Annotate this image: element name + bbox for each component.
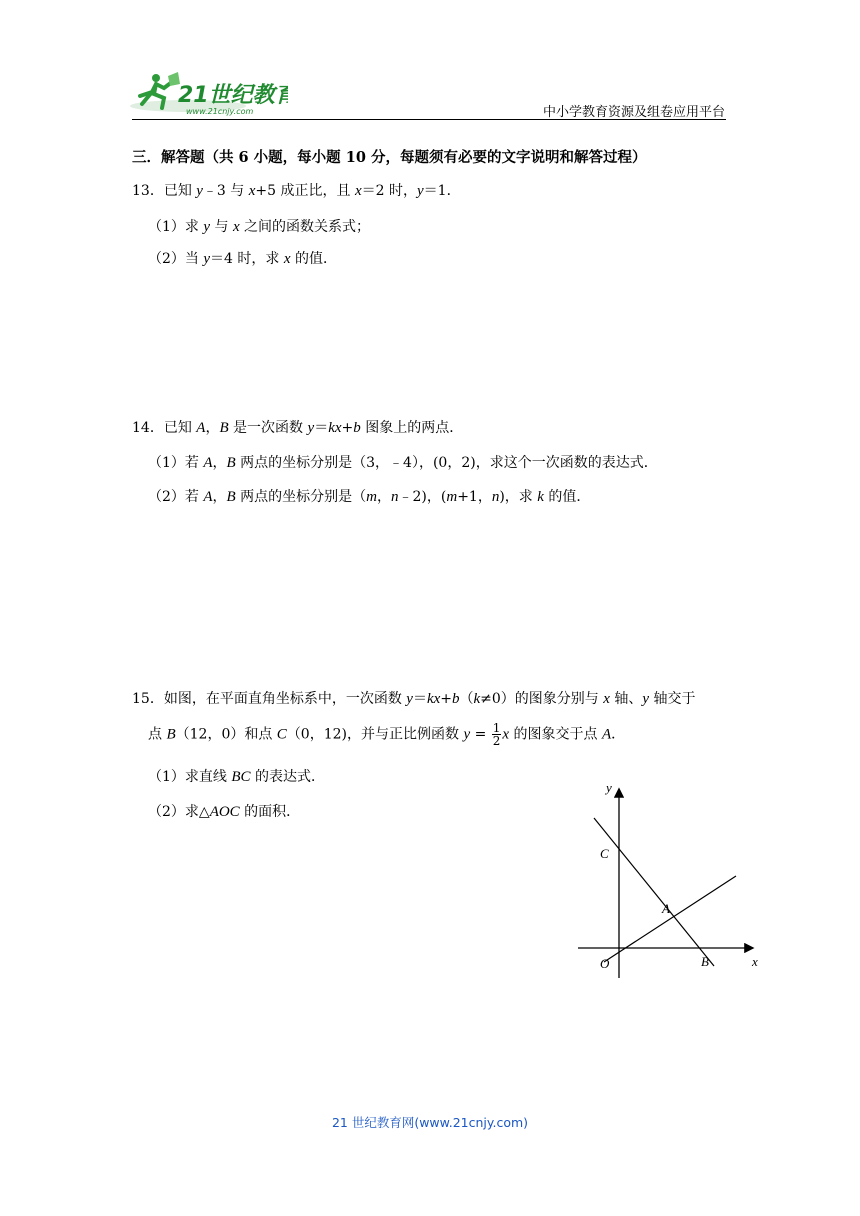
func-y: y xyxy=(463,726,471,743)
q14-part-1: （1）若 A，B 两点的坐标分别是（3，﹣4），(0，2)，求这个一次函数的表达式． xyxy=(148,455,658,471)
header-tagline: 中小学教育资源及组卷应用平台 xyxy=(542,105,725,120)
q13-stem: 13．已知 y﹣3 与 x+5 成正比，且 x＝2 时，y＝1． xyxy=(132,183,461,199)
runner-head-icon xyxy=(152,74,160,82)
fraction-one-half: $\frac{1}{2}$ xyxy=(492,721,501,748)
point-c-label: C xyxy=(600,846,609,861)
q13-part-1: （1）求 y 与 x 之间的函数关系式； xyxy=(148,219,371,235)
line-bc xyxy=(594,818,714,966)
header-divider xyxy=(132,119,726,120)
y-axis-label: y xyxy=(606,780,612,795)
q14-part-2: （2）若 A，B 两点的坐标分别是（m，n﹣2)，(m+1，n)，求 k 的值． xyxy=(148,489,591,505)
q15-part-1: （1）求直线 BC 的表达式． xyxy=(148,769,325,785)
line-oa xyxy=(604,876,736,962)
logo-graphic xyxy=(128,70,288,118)
point-o-label: O xyxy=(600,956,610,971)
coordinate-graph xyxy=(576,780,766,980)
q15-part-2: （2）求△AOC 的面积． xyxy=(148,804,301,820)
point-b-label: B xyxy=(701,954,709,969)
x-axis-label: x xyxy=(752,954,758,969)
point-a-label: A xyxy=(662,901,670,916)
q15-stem-line-2: 点 B（12，0）和点 C（0，12)，并与正比例函数 y = $\frac{1}{2}$ x 的图象交于点 A． xyxy=(148,721,626,748)
site-logo xyxy=(128,70,288,118)
footer-link[interactable]: 21 世纪教育网(www.21cnjy.com) xyxy=(331,1115,529,1130)
q15-figure xyxy=(576,780,766,980)
logo-url: www.21cnjy.com xyxy=(186,107,254,116)
func-x: x xyxy=(502,726,510,743)
section-title: 三．解答题（共 6 小题，每小题 10 分，每题须有必要的文字说明和解答过程） xyxy=(132,149,647,166)
q13-part-2: （2）当 y＝4 时，求 x 的值． xyxy=(148,251,337,267)
q15-stem-line-1: 15．如图，在平面直角坐标系中，一次函数 y＝kx+b（k≠0）的图象分别与 x 轴、y 轴交于 xyxy=(132,691,696,707)
q14-stem: 14．已知 A，B 是一次函数 y＝kx+b 图象上的两点． xyxy=(132,420,464,436)
logo-text: 21世纪教育 xyxy=(178,83,288,108)
